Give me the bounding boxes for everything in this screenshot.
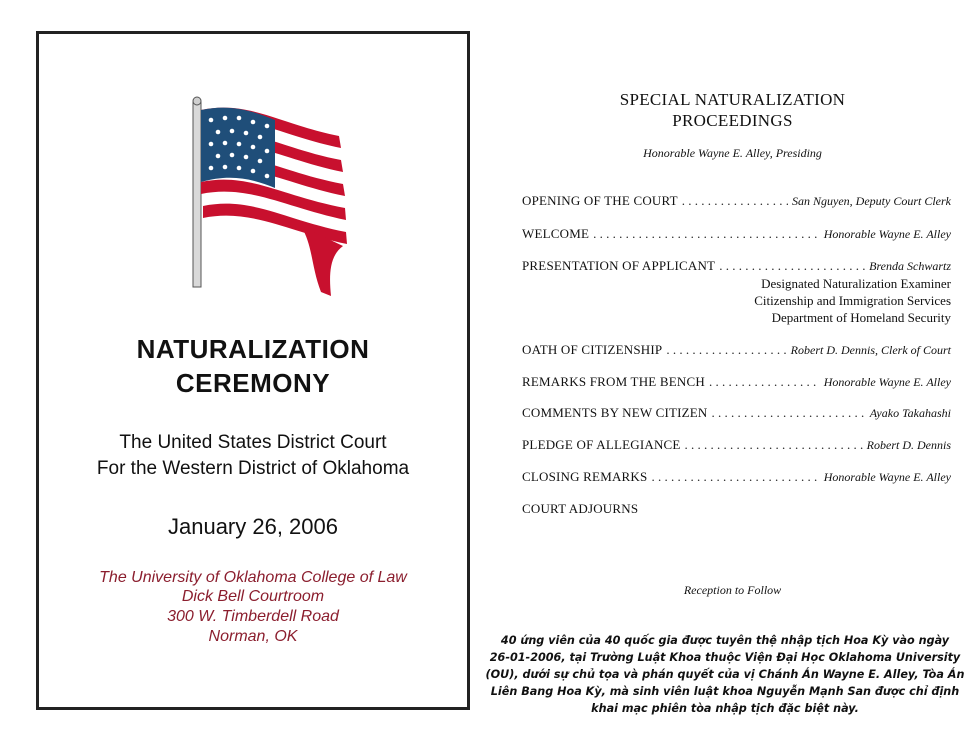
program-item-label: PRESENTATION OF APPLICANT — [522, 258, 716, 273]
venue-line: The University of Oklahoma College of Law — [99, 569, 407, 586]
photo-caption — [480, 632, 970, 717]
program-item-person: Brenda Schwartz — [869, 259, 951, 273]
presenter-title: Designated Naturalization Examiner — [761, 276, 951, 291]
leader-dots — [682, 193, 788, 209]
venue-line: 300 W. Timberdell Road — [167, 608, 339, 625]
program-item-person: Honorable Wayne E. Alley — [823, 227, 951, 241]
program-item-label: CLOSING REMARKS — [522, 469, 648, 484]
program-item-person: Honorable Wayne E. Alley — [823, 470, 951, 484]
program-item — [522, 226, 951, 244]
program-item-label: OPENING OF THE COURT — [522, 193, 678, 208]
leader-dots — [685, 437, 863, 453]
leader-dots — [593, 226, 820, 242]
presenter-title: Department of Homeland Security — [771, 310, 951, 325]
caption-line: (OU), dưới sự chủ tọa và phán quyết của vị Chánh Án Wayne E. Alley, Tòa Án — [485, 668, 965, 681]
cover-title-line1: NATURALIZATION — [136, 334, 370, 364]
presenter-title: Citizenship and Immigration Services — [754, 293, 951, 308]
leader-dots — [719, 258, 865, 274]
program-item-person: Honorable Wayne E. Alley — [823, 375, 951, 389]
program-item — [522, 437, 951, 455]
program-item-label: COMMENTS BY NEW CITIZEN — [522, 405, 708, 420]
program-item-label: PLEDGE OF ALLEGIANCE — [522, 437, 681, 452]
program-item — [522, 501, 951, 519]
program-item-label: REMARKS FROM THE BENCH — [522, 374, 705, 389]
cover-title-line2: CEREMONY — [175, 368, 331, 398]
leader-dots — [712, 405, 866, 421]
us-flag-icon — [189, 96, 359, 306]
leader-dots — [666, 342, 786, 358]
court-adjourns: COURT ADJOURNS — [522, 501, 639, 516]
ceremony-date: January 26, 2006 — [167, 514, 339, 539]
program-item — [522, 374, 951, 392]
caption-line: 26-01-2006, tại Trường Luật Khoa thuộc Viện Đại Học Oklahoma University — [489, 651, 961, 664]
program-item-person: Robert D. Dennis, Clerk of Court — [790, 343, 951, 357]
program-item — [522, 405, 951, 423]
program-cover — [36, 31, 470, 710]
presiding-judge: Honorable Wayne E. Alley, Presiding — [643, 146, 822, 160]
program-item — [522, 342, 951, 360]
program-item-person: San Nguyen, Deputy Court Clerk — [792, 194, 951, 208]
program-item-person: Ayako Takahashi — [869, 406, 951, 420]
program-heading-line1: SPECIAL NATURALIZATION — [619, 90, 846, 109]
program-heading-line2: PROCEEDINGS — [672, 111, 793, 130]
leader-dots — [651, 469, 819, 485]
program-item — [522, 193, 951, 211]
program-item — [522, 469, 951, 487]
court-name-line2: For the Western District of Oklahoma — [96, 458, 410, 479]
program-item-label: OATH OF CITIZENSHIP — [522, 342, 663, 357]
caption-line: khai mạc phiên tòa nhập tịch đặc biệt này. — [591, 702, 859, 715]
program-item-person: Robert D. Dennis — [866, 438, 951, 452]
court-name-line1: The United States District Court — [119, 432, 387, 453]
caption-line: 40 ứng viên của 40 quốc gia được tuyên thệ nhập tịch Hoa Kỳ vào ngày — [500, 634, 950, 647]
reception-note: Reception to Follow — [683, 583, 782, 597]
venue-line: Norman, OK — [208, 628, 298, 645]
leader-dots — [709, 374, 820, 390]
caption-line: Liên Bang Hoa Kỳ, mà sinh viên luật khoa Nguyễn Mạnh San được chỉ định — [490, 685, 960, 698]
venue-line: Dick Bell Courtroom — [181, 588, 325, 605]
program-item-label: WELCOME — [522, 226, 590, 241]
program-item — [522, 258, 951, 276]
